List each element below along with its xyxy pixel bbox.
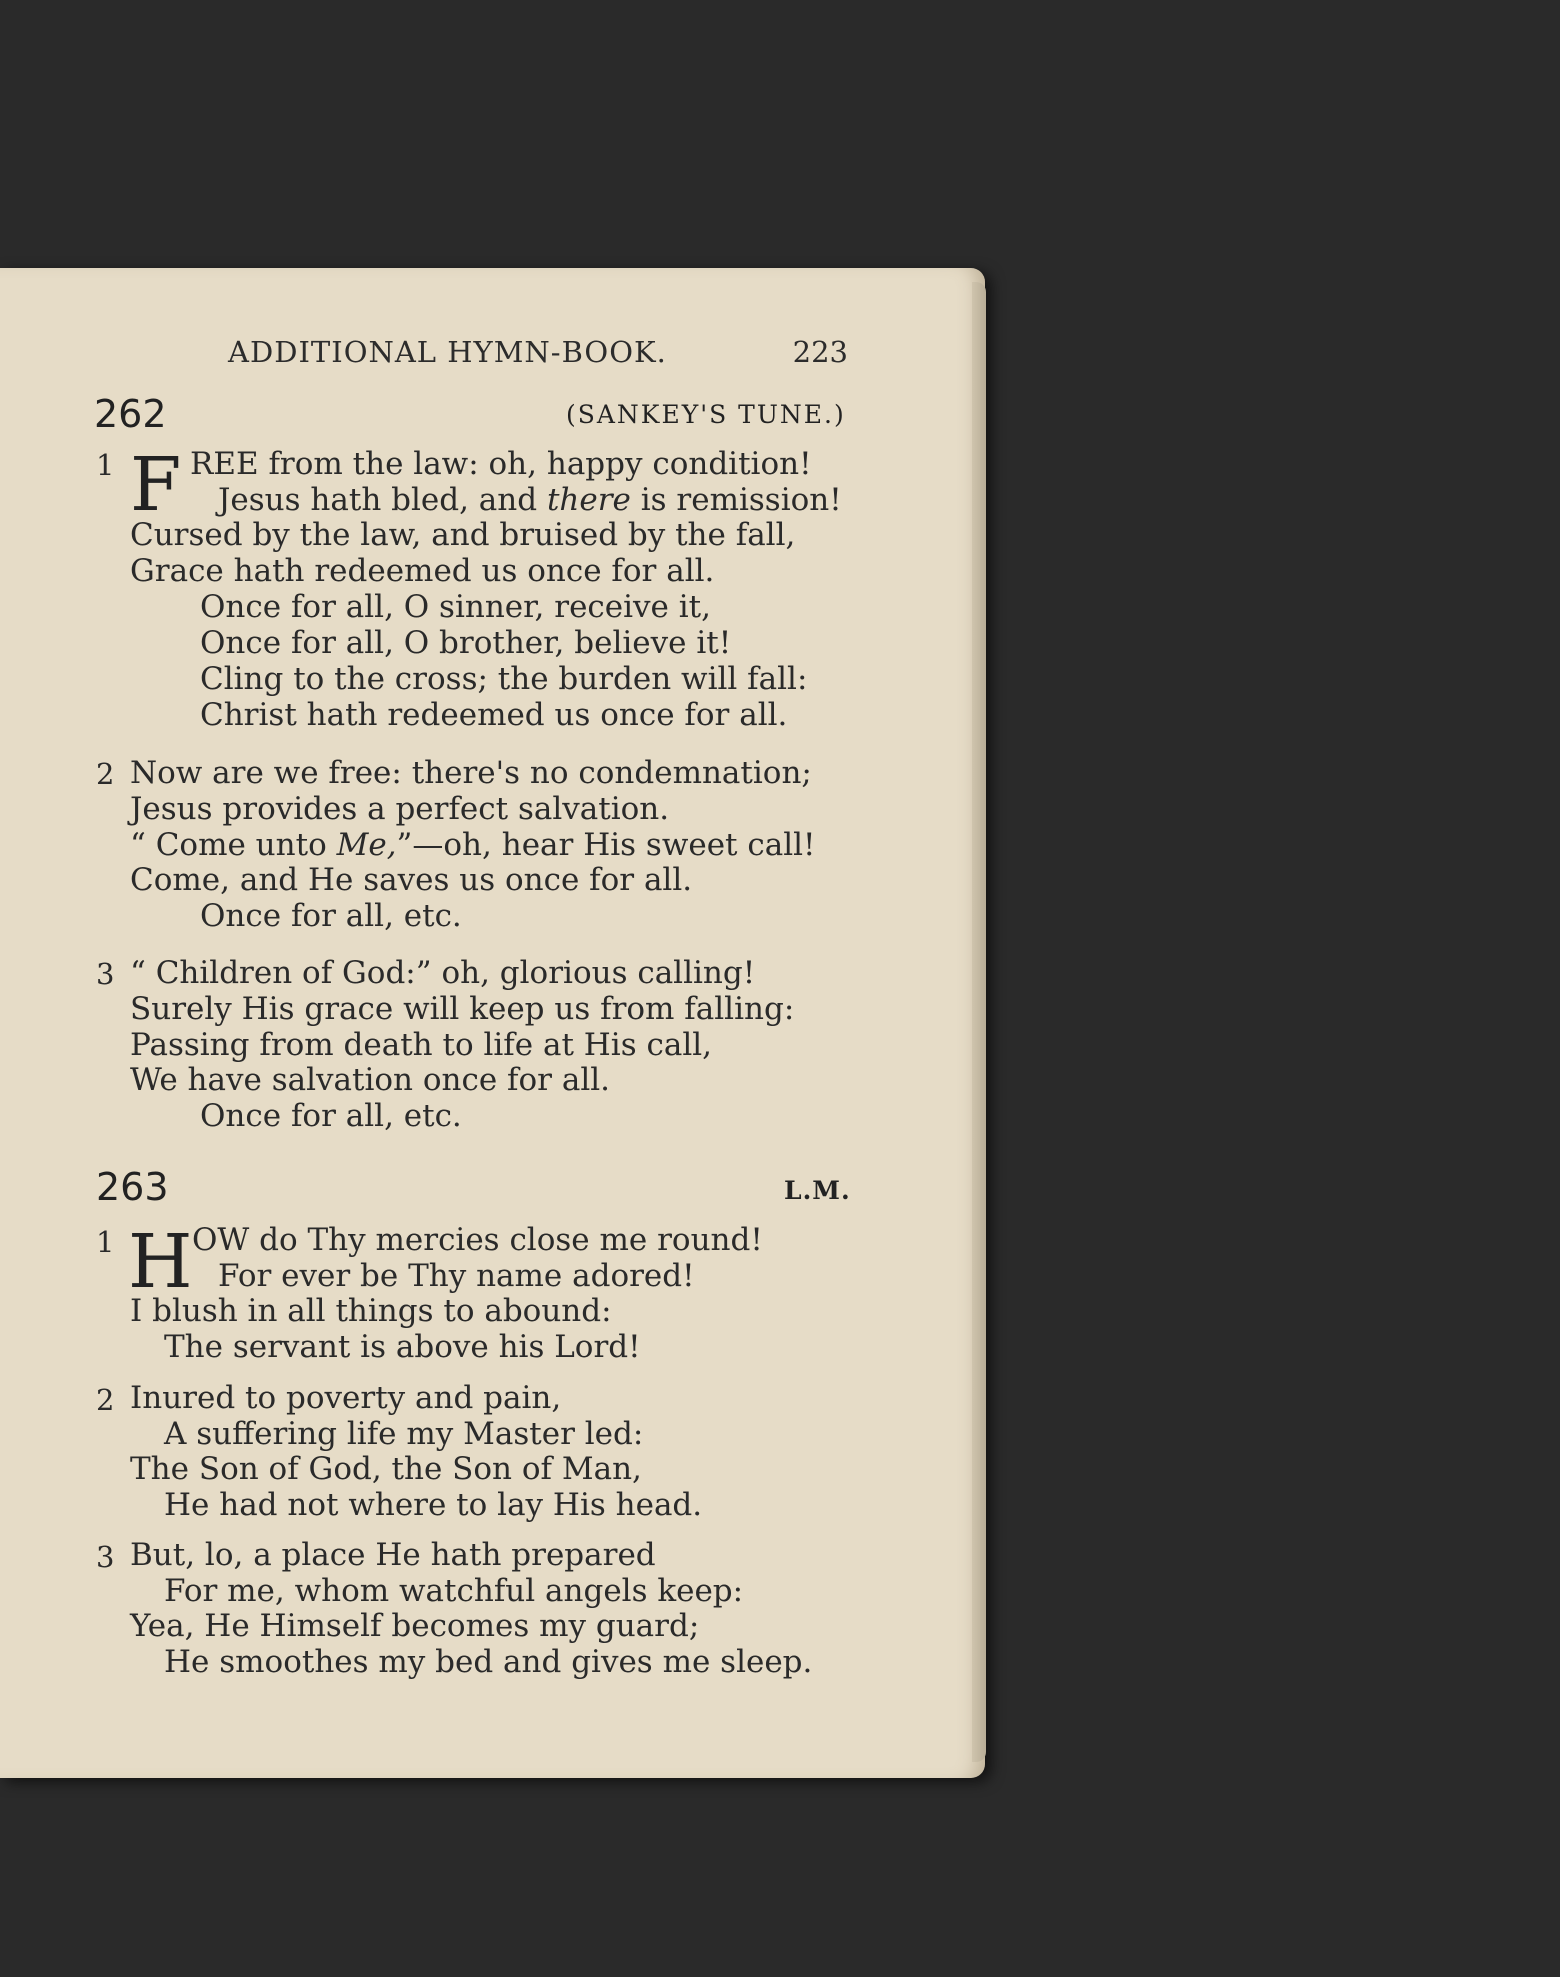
verse-number: 1 [96, 1225, 115, 1259]
tune-name: (SANKEY'S TUNE.) [566, 400, 846, 429]
verse-line: Grace hath redeemed us once for all. [130, 553, 715, 589]
verse-line: Now are we free: there's no condemnation; [130, 755, 812, 791]
verse-number: 3 [96, 1540, 115, 1574]
verse-line: He had not where to lay His head. [164, 1487, 703, 1523]
verse-line: OW do Thy mercies close me round! [192, 1222, 763, 1258]
running-header [228, 335, 848, 375]
chorus-line: Once for all, etc. [200, 898, 462, 934]
verse-line: Come, and He saves us once for all. [130, 862, 693, 898]
verse-line: “ Come unto Me,”—oh, hear His sweet call! [130, 827, 816, 863]
verse-number: 3 [96, 957, 115, 991]
verse-line: Cursed by the law, and bruised by the fall, [130, 517, 796, 553]
verse-line: He smoothes my bed and gives me sleep. [164, 1644, 813, 1680]
chorus-line: Once for all, etc. [200, 1098, 462, 1134]
verse-line: Jesus hath bled, and there is remission! [218, 482, 842, 518]
verse-line: A suffering life my Master led: [164, 1416, 644, 1452]
hymn-number: 263 [96, 1165, 169, 1209]
hymn-number: 262 [94, 392, 167, 436]
meter-label: L.M. [784, 1176, 851, 1205]
verse-line: For ever be Thy name adored! [218, 1258, 695, 1294]
drop-cap: F [130, 442, 182, 528]
chorus-line: Once for all, O sinner, receive it, [200, 589, 711, 625]
running-title: ADDITIONAL HYMN-BOOK. [228, 335, 667, 369]
page-number: 223 [792, 335, 848, 369]
page-edge [972, 282, 986, 1762]
verse-line: “ Children of God:” oh, glorious calling! [130, 955, 756, 991]
verse-line: We have salvation once for all. [130, 1062, 611, 1098]
chorus-line: Cling to the cross; the burden will fall: [200, 661, 808, 697]
verse-line: Inured to poverty and pain, [130, 1380, 562, 1416]
verse-line: REE from the law: oh, happy condition! [190, 446, 812, 482]
chorus-line: Christ hath redeemed us once for all. [200, 697, 788, 733]
verse-line: The Son of God, the Son of Man, [130, 1451, 642, 1487]
verse-number: 1 [96, 448, 115, 482]
verse-line: For me, whom watchful angels keep: [164, 1573, 744, 1609]
verse-line: I blush in all things to abound: [130, 1293, 612, 1329]
verse-line: Passing from death to life at His call, [130, 1027, 713, 1063]
chorus-line: Once for all, O brother, believe it! [200, 625, 732, 661]
verse-line: Yea, He Himself becomes my guard; [130, 1608, 700, 1644]
verse-line: But, lo, a place He hath prepared [130, 1537, 656, 1573]
verse-number: 2 [96, 1383, 115, 1417]
verse-number: 2 [96, 757, 115, 791]
verse-line: Jesus provides a perfect salvation. [130, 791, 670, 827]
drop-cap: H [128, 1219, 193, 1305]
verse-line: The servant is above his Lord! [164, 1329, 641, 1365]
verse-line: Surely His grace will keep us from falling: [130, 991, 795, 1027]
